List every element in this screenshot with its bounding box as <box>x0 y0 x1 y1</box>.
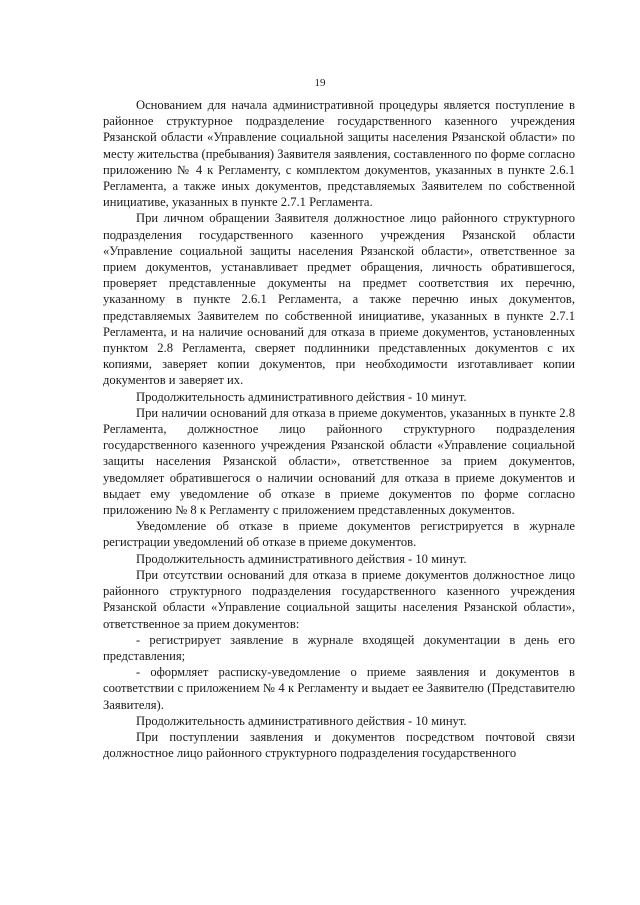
paragraph-duration: Продолжительность административного действия - 10 минут. <box>136 389 467 404</box>
page-number: 19 <box>314 77 326 89</box>
paragraph-refusal-registration: Уведомление об отказе в приеме документов регистрируется в журнале регистрации уведомлений об отказе в приеме документов. <box>103 519 575 550</box>
paragraph-grounds: Основанием для начала административной процедуры является поступление в районное структурное подразделение государственного казенного учреждения Рязанской области «Управление социальной защиты населения Рязанской области» по месту жительства (пребывания) Заявителя заявления, составленного по форме согласно приложению № 4 к Регламенту, с комплектом документов, указанных в пункте 2.6.1 Регламента, а также иных документов, представляемых Заявителем по собственной инициативе, указанных в пункте 2.7.1 Регламента. <box>103 98 575 210</box>
document-body <box>103 97 575 761</box>
paragraph-refusal-grounds: При наличии оснований для отказа в приеме документов, указанных в пункте 2.8 Регламента, должностное лицо районного структурного подразделения государственного казенного учреждения Рязанской области «Управление социальной защиты населения Рязанской области», ответственное за прием документов, уведомляет обратившегося о наличии оснований для отказа в приеме документов и выдает ему уведомление об отказе в приеме документов по форме согласно приложению № 8 к Регламенту с приложением представленных документов. <box>103 405 575 518</box>
paragraph-postal-submission: При поступлении заявления и документов посредством почтовой связи должностное лицо районного структурного подразделения государственного <box>103 729 575 761</box>
paragraph-personal-appeal: При личном обращении Заявителя должностное лицо районного структурного подразделения государственного казенного учреждения Рязанской области «Управление социальной защиты населения Рязанской области», ответственное за прием документов, устанавливает предмет обращения, личность обратившегося, проверяет представленные документы на предмет соответствия их перечню, указанному в пункте 2.6.1 Регламента, а также перечню иных документов, представляемых Заявителем по собственной инициативе, указанных в пункте 2.7.1 Регламента, и на наличие оснований для отказа в приеме документов, установленных пунктом 2.8 Регламента, сверяет подлинники представленных документов с их копиями, заверяет копии документов, при необходимости изготавливает копии документов и заверяет их. <box>103 211 575 388</box>
paragraph-duration: Продолжительность административного действия - 10 минут. <box>136 551 467 566</box>
list-item-register-application: - регистрирует заявление в журнале входящей документации в день его представления; <box>103 632 575 663</box>
paragraph-no-refusal-grounds: При отсутствии оснований для отказа в приеме документов должностное лицо районного структурного подразделения государственного казенного учреждения Рязанской области «Управление социальной защиты населения Рязанской области», ответственное за прием документов: <box>103 567 575 631</box>
paragraph-duration: Продолжительность административного действия - 10 минут. <box>136 713 467 728</box>
list-item-issue-receipt: - оформляет расписку-уведомление о приеме заявления и документов в соответствии с приложением № 4 к Регламенту и выдает ее Заявителю (Представителю Заявителя). <box>103 665 575 712</box>
